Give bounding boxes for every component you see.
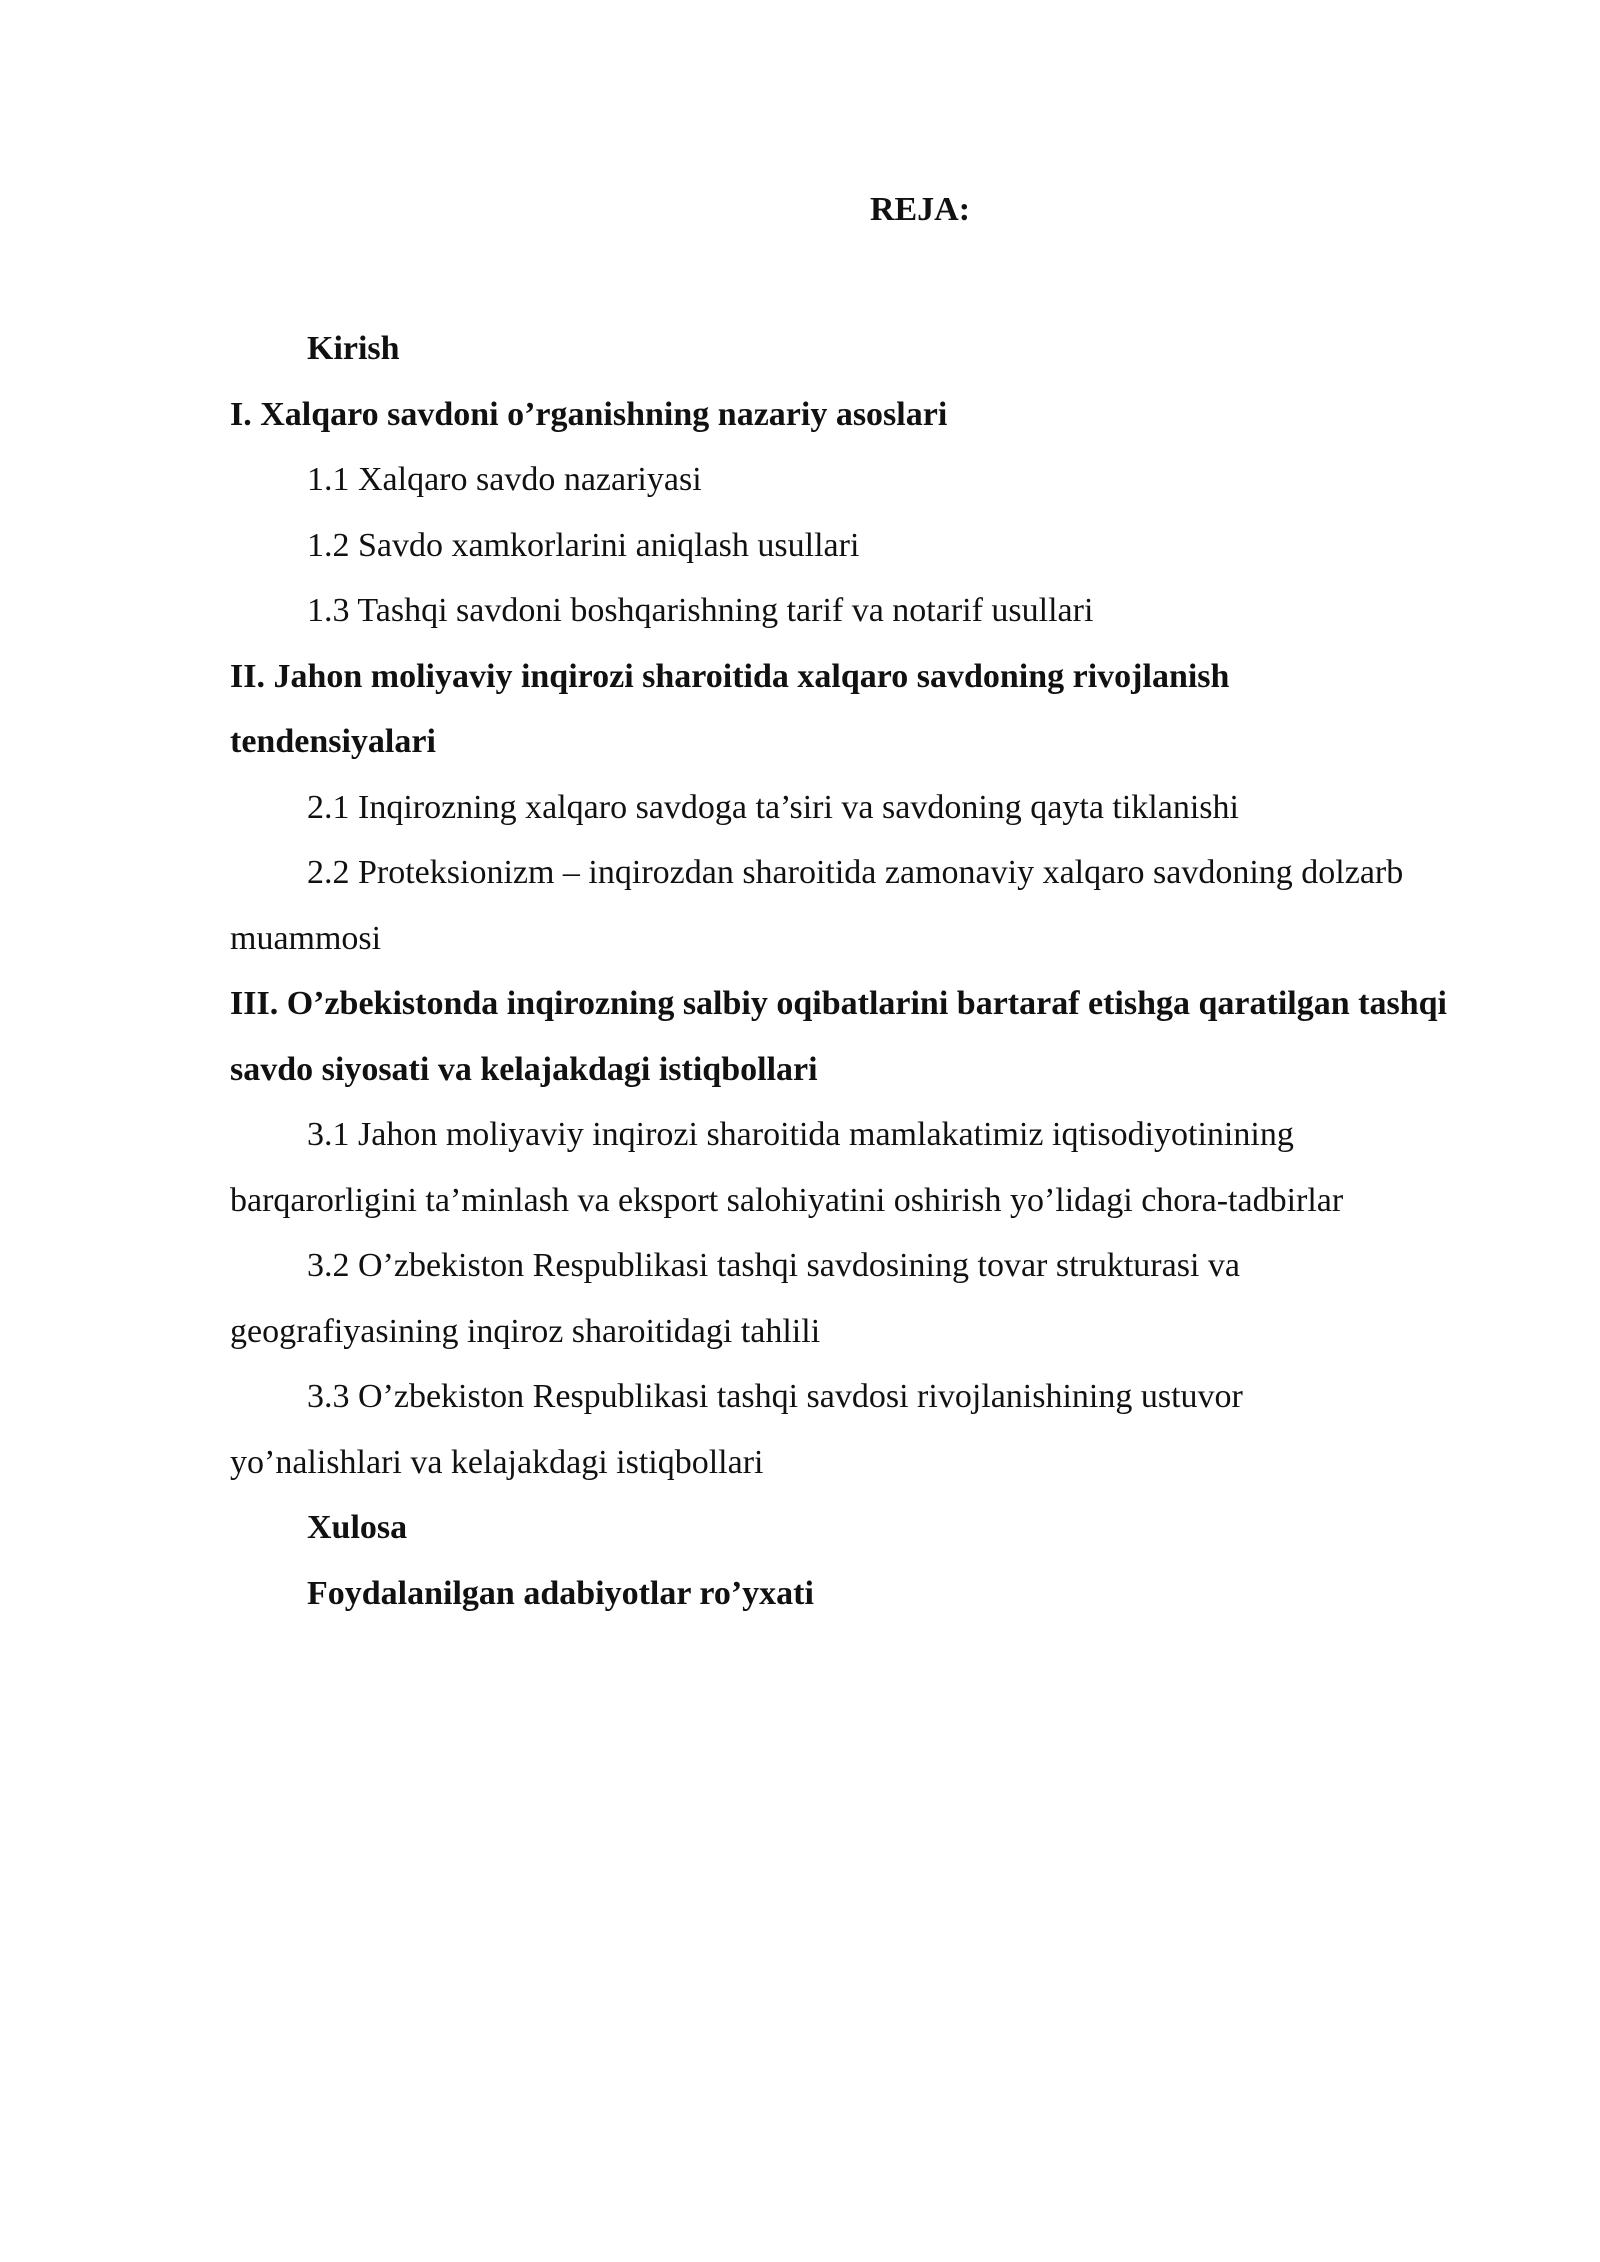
toc-section-3-3: 3.3 O’zbekiston Respublikasi tashqi savdosi rivojlanishining ustuvor yo’nalishlari va kelajakdagi istiqbollari <box>230 1378 1243 1481</box>
toc-section-2-1: 2.1 Inqirozning xalqaro savdoga ta’siri va savdoning qayta tiklanishi <box>307 788 1239 826</box>
toc-section-3-2: 3.2 O’zbekiston Respublikasi tashqi savdosining tovar strukturasi va geografiyasining inqiroz sharoitidagi tahlili <box>230 1247 1240 1350</box>
toc-chapter-2: II. Jahon moliyaviy inqirozi sharoitida xalqaro savdoning rivojlanish tendensiyalari <box>230 657 1230 760</box>
page-title: REJA: <box>869 191 971 228</box>
table-of-contents <box>230 316 1490 1626</box>
toc-conclusion: Xulosa <box>307 1509 408 1546</box>
document-page <box>230 190 1490 1626</box>
toc-section-2-2: 2.2 Proteksionizm – inqirozdan sharoitida zamonaviy xalqaro savdoning dolzarb muammosi <box>230 854 1404 957</box>
toc-chapter-3: III. O’zbekistonda inqirozning salbiy oqibatlarini bartaraf etishga qaratilgan tashqi savdo siyosati va kelajakdagi istiqbollari <box>230 985 1447 1088</box>
toc-section-1-2: 1.2 Savdo xamkorlarini aniqlash usullari <box>307 526 860 564</box>
toc-intro: Kirish <box>307 330 400 367</box>
toc-chapter-1: I. Xalqaro savdoni o’rganishning nazariy asoslari <box>230 395 948 433</box>
toc-references: Foydalanilgan adabiyotlar ro’yxati <box>307 1574 814 1612</box>
toc-section-1-3: 1.3 Tashqi savdoni boshqarishning tarif va notarif usullari <box>307 592 1094 629</box>
toc-section-1-1: 1.1 Xalqaro savdo nazariyasi <box>307 461 702 498</box>
toc-section-3-1: 3.1 Jahon moliyaviy inqirozi sharoitida mamlakatimiz iqtisodiyotinining barqarorligini ta’minlash va eksport salohiyatini oshirish yo’lidagi chora-tadbirlar <box>230 1116 1344 1219</box>
